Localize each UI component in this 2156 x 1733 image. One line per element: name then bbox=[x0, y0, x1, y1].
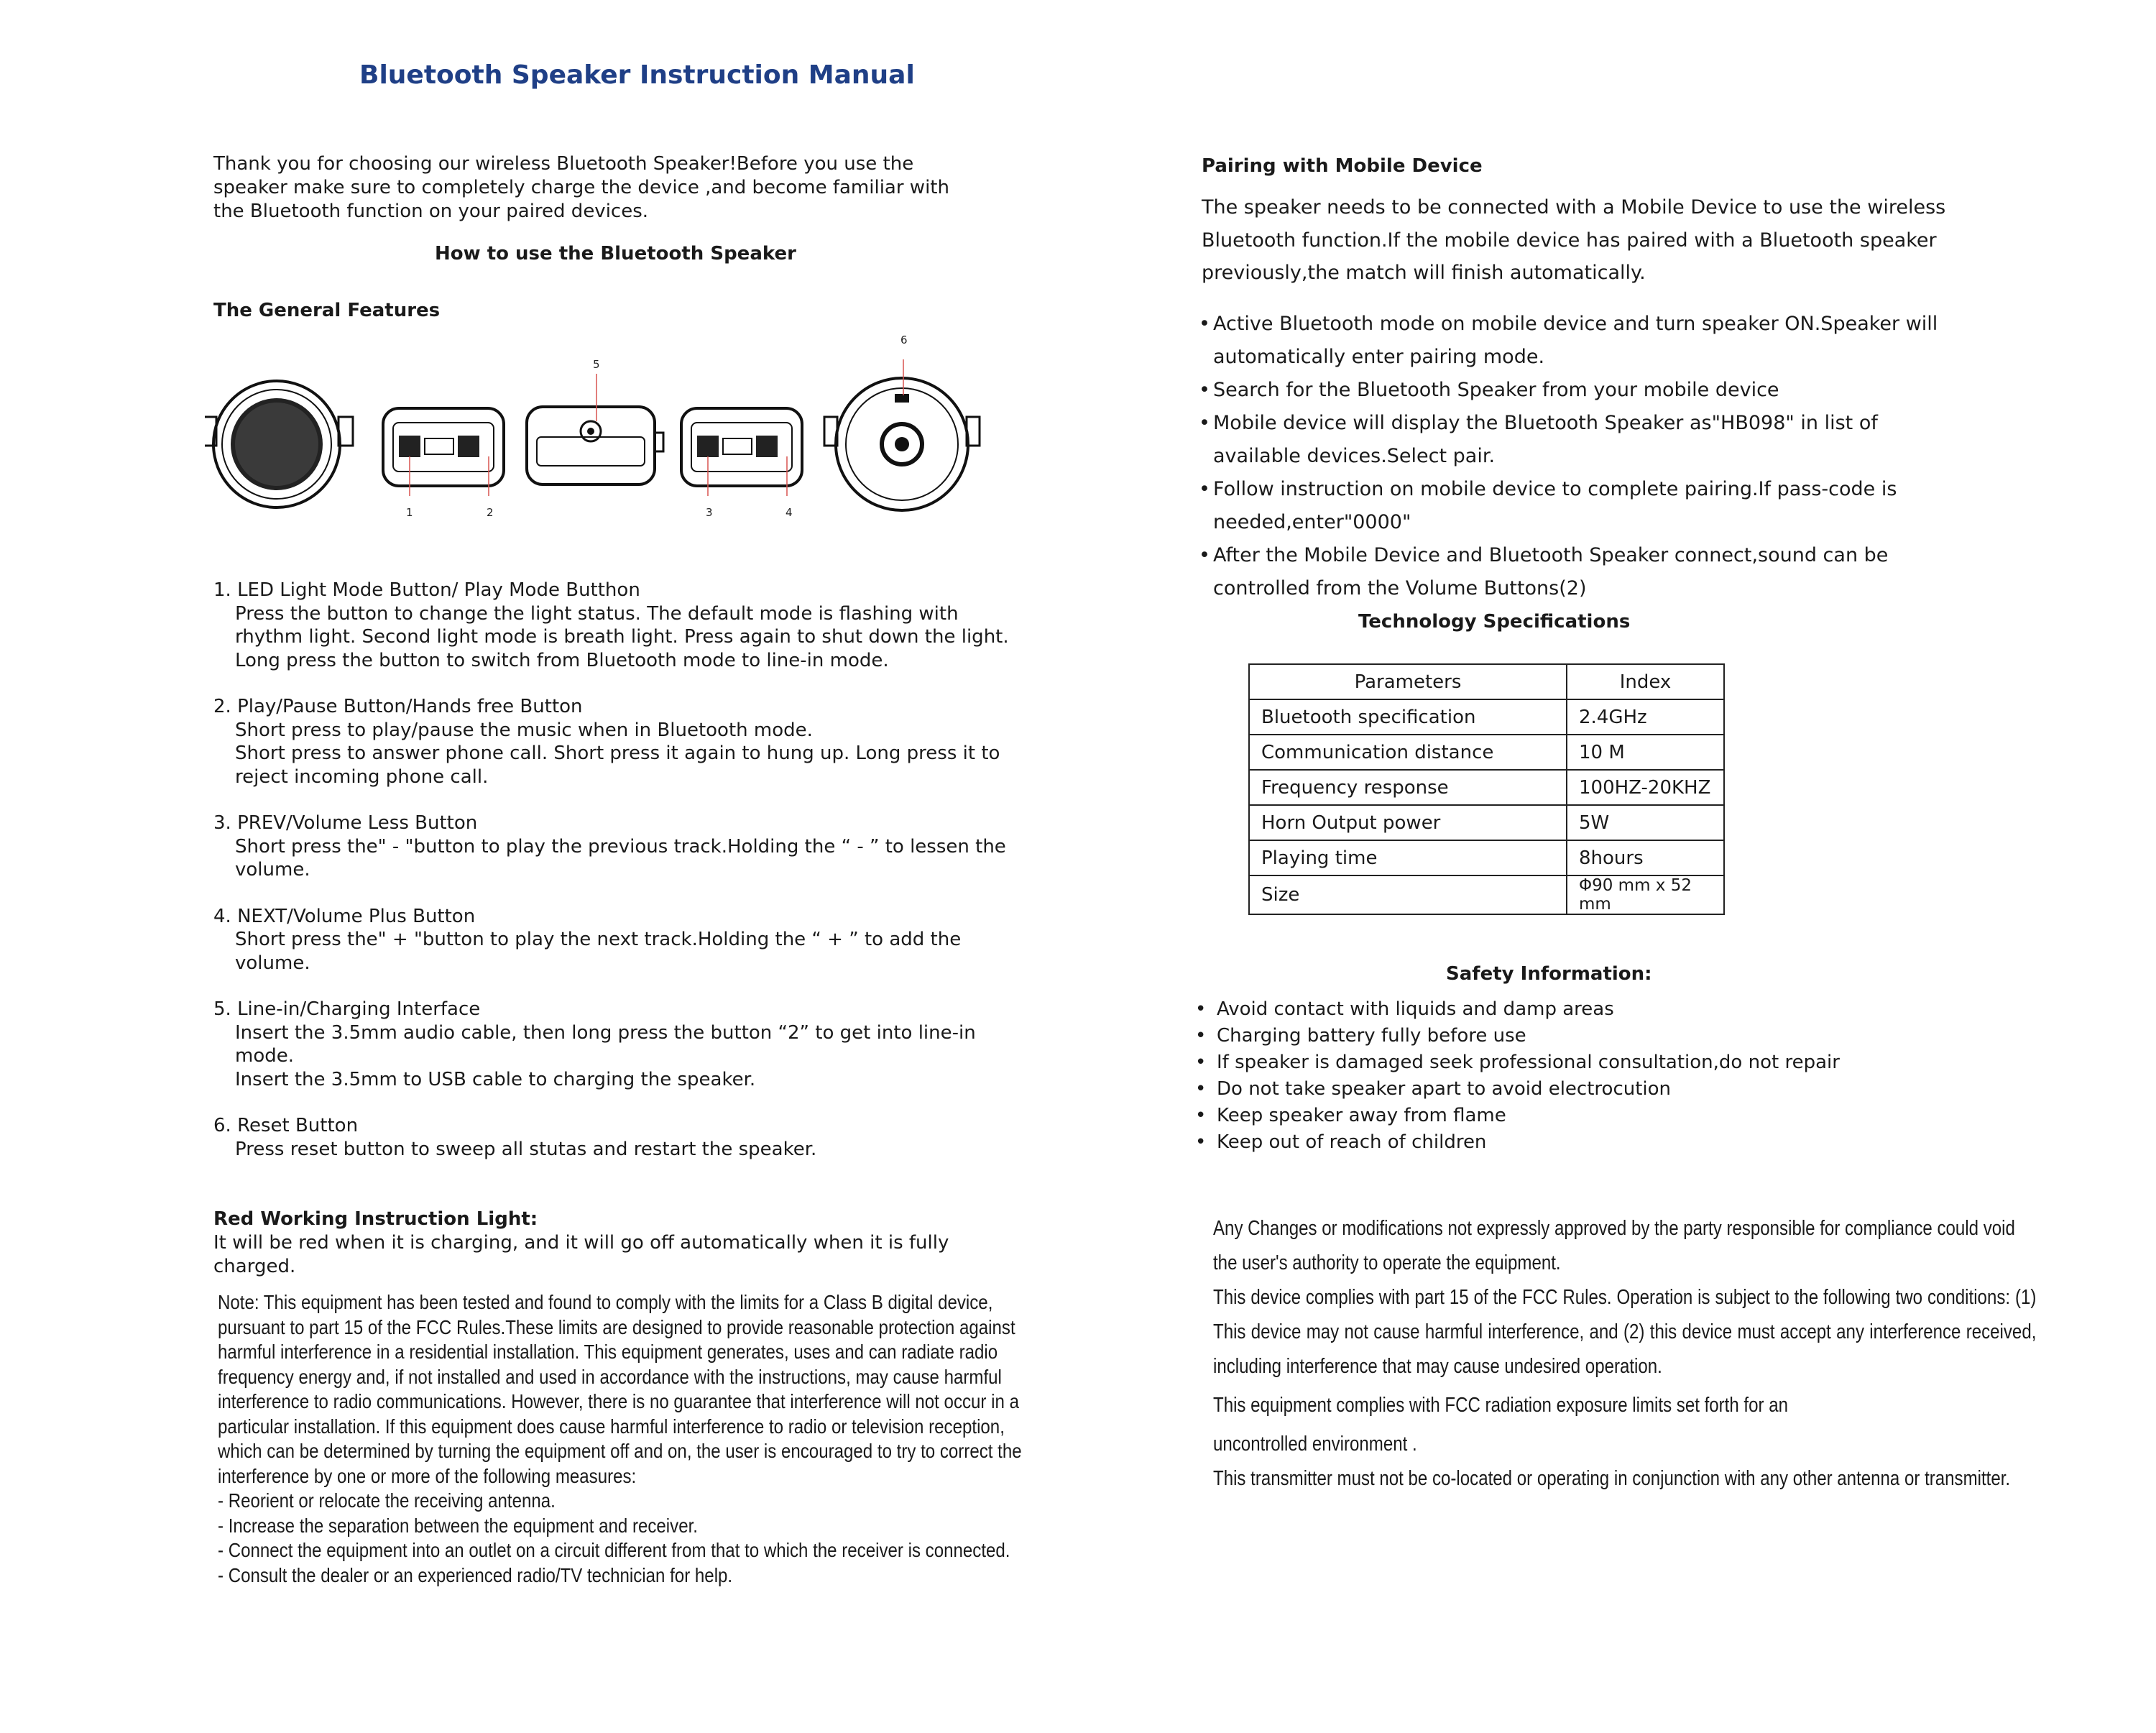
pairing-text: The speaker needs to be connected with a Mobile Device to use the wireless Bluetooth function.If the mobile device has paired with a Bluetooth speaker previously,the match will finish automatically. bbox=[1202, 196, 1946, 284]
how-to-heading: How to use the Bluetooth Speaker bbox=[435, 243, 796, 265]
feature-item bbox=[213, 812, 1011, 882]
pairing-step: • Follow instruction on mobile device to complete pairing.If pass-code is needed,enter"0000" bbox=[1199, 473, 1953, 539]
spec-param: Horn Output power bbox=[1249, 805, 1567, 840]
safety-item: • Keep out of reach of children bbox=[1195, 1129, 1986, 1156]
spec-row bbox=[1249, 699, 1724, 735]
general-features-heading: The General Features bbox=[213, 300, 441, 321]
document-title: Bluetooth Speaker Instruction Manual bbox=[359, 60, 915, 90]
pairing-step: • After the Mobile Device and Bluetooth Speaker connect,sound can be controlled from the Volume Buttons(2) bbox=[1199, 539, 1953, 605]
spec-value: 100HZ-20KHZ bbox=[1567, 770, 1724, 805]
fcc-statement: This device complies with part 15 of the FCC Rules. Operation is subject to the following two conditions: (1) This device may not cause harmful interference, and (2) this device must accept any interference received, including interference that may cause undesired operation. bbox=[1213, 1286, 2037, 1378]
spec-row bbox=[1249, 735, 1724, 770]
note-measure: - Increase the separation between the equipment and receiver. bbox=[218, 1514, 698, 1537]
note-measure: - Consult the dealer or an experienced radio/TV technician for help. bbox=[218, 1563, 733, 1586]
spec-table bbox=[1248, 663, 1725, 915]
note-paragraph: Note: This equipment has been tested and found to comply with the limits for a Class B digital device, pursuant to part 15 of the FCC Rules.These limits are designed to provide reasonable protection against harmful interference in a residential installation. This equipment generates, uses and can radiate radio frequency energy and, if not installed and used in accordance with the instructions, may cause harmful interference to radio communications. However, there is no guarantee that interference will not occur in a particular installation. If this equipment does cause harmful interference to radio or television reception, which can be determined by turning the equipment off and on, the user is encouraged to try to correct the interference by one or more of the following measures: bbox=[218, 1291, 1022, 1487]
intro-paragraph: Thank you for choosing our wireless Bluetooth Speaker!Before you use the speaker make sure to completely charge the device ,and become familiar with the Bluetooth function on your paired devices. bbox=[213, 153, 949, 222]
feature-item bbox=[213, 579, 1011, 672]
spec-row bbox=[1249, 875, 1724, 914]
fcc-note bbox=[218, 1290, 1052, 1588]
feature-title: 5. Line-in/Charging Interface bbox=[213, 998, 481, 1020]
safety-heading: Safety Information: bbox=[1446, 963, 1652, 985]
spec-param: Bluetooth specification bbox=[1249, 699, 1567, 735]
pairing-steps bbox=[1199, 308, 1953, 605]
figure-label-2: 2 bbox=[487, 506, 494, 519]
safety-item: • Do not take speaker apart to avoid electrocution bbox=[1195, 1076, 1986, 1103]
note-measure: - Connect the equipment into an outlet on a circuit different from that to which the receiver is connected. bbox=[218, 1539, 1010, 1561]
feature-line: Insert the 3.5mm to USB cable to charging the speaker. bbox=[235, 1068, 756, 1090]
spec-param: Frequency response bbox=[1249, 770, 1567, 805]
feature-title: 4. NEXT/Volume Plus Button bbox=[213, 905, 476, 927]
feature-line: Short press to answer phone call. Short press it again to hung up. Long press it to reject incoming phone call. bbox=[235, 743, 1000, 788]
figure-label-6: 6 bbox=[900, 334, 908, 346]
feature-line: Press reset button to sweep all stutas and restart the speaker. bbox=[235, 1138, 817, 1160]
fcc-statements bbox=[1213, 1211, 2036, 1496]
safety-item: • Charging battery fully before use bbox=[1195, 1023, 1986, 1049]
fcc-statement: uncontrolled environment . bbox=[1213, 1433, 1417, 1456]
spec-row bbox=[1249, 840, 1724, 875]
feature-line: Short press the" + "button to play the next track.Holding the “ + ” to add the volume. bbox=[235, 929, 962, 974]
feature-item bbox=[213, 1114, 1011, 1161]
spec-value: 8hours bbox=[1567, 840, 1724, 875]
speaker-front-view bbox=[205, 381, 353, 507]
speaker-diagram bbox=[205, 331, 1010, 528]
spec-value: 10 M bbox=[1567, 735, 1724, 770]
feature-line: Press the button to change the light status. The default mode is flashing with rhythm light. Second light mode is breath light. Press again to shut down the light. bbox=[235, 602, 1009, 648]
spec-heading: Technology Specifications bbox=[1358, 611, 1631, 633]
spec-value: 5W bbox=[1567, 805, 1724, 840]
speaker-side-view-3 bbox=[681, 408, 802, 486]
pairing-step: • Search for the Bluetooth Speaker from your mobile device bbox=[1199, 374, 1953, 407]
red-light-heading: Red Working Instruction Light: bbox=[213, 1208, 538, 1230]
speaker-side-view-2 bbox=[527, 407, 663, 484]
features-list bbox=[213, 579, 1011, 1184]
safety-item: • Keep speaker away from flame bbox=[1195, 1103, 1986, 1129]
speaker-back-view bbox=[824, 378, 980, 510]
safety-list bbox=[1195, 996, 1986, 1156]
spec-header-cell: Index bbox=[1567, 664, 1724, 699]
feature-item bbox=[213, 905, 1011, 975]
spec-row bbox=[1249, 805, 1724, 840]
speaker-side-view-1 bbox=[383, 408, 504, 486]
spec-header-cell: Parameters bbox=[1249, 664, 1567, 699]
note-measure: - Reorient or relocate the receiving antenna. bbox=[218, 1489, 556, 1512]
fcc-statement: Any Changes or modifications not expressly approved by the party responsible for compliance could void the user's authority to operate the equipment. bbox=[1213, 1217, 2015, 1274]
spec-table-header bbox=[1249, 664, 1724, 699]
spec-value: Φ90 mm x 52 mm bbox=[1567, 875, 1724, 914]
pairing-heading: Pairing with Mobile Device bbox=[1202, 155, 1483, 177]
fcc-statement: This transmitter must not be co-located or operating in conjunction with any other antenna or transmitter. bbox=[1213, 1467, 2011, 1490]
spec-row bbox=[1249, 770, 1724, 805]
feature-item bbox=[213, 695, 1011, 789]
pairing-step: • Active Bluetooth mode on mobile device and turn speaker ON.Speaker will automatically enter pairing mode. bbox=[1199, 308, 1953, 374]
fcc-statement: This equipment complies with FCC radiation exposure limits set forth for an bbox=[1213, 1394, 1788, 1417]
safety-item: • If speaker is damaged seek professional consultation,do not repair bbox=[1195, 1049, 1986, 1076]
feature-title: 6. Reset Button bbox=[213, 1115, 359, 1136]
figure-label-1: 1 bbox=[406, 506, 413, 519]
feature-line: Short press to play/pause the music when in Bluetooth mode. bbox=[235, 719, 813, 741]
safety-item: • Avoid contact with liquids and damp areas bbox=[1195, 996, 1986, 1023]
feature-title: 1. LED Light Mode Button/ Play Mode Butthon bbox=[213, 579, 640, 601]
figure-label-3: 3 bbox=[706, 506, 713, 519]
feature-line: Short press the" - "button to play the previous track.Holding the “ - ” to lessen the volume. bbox=[235, 835, 1006, 881]
spec-value: 2.4GHz bbox=[1567, 699, 1724, 735]
figure-label-5: 5 bbox=[593, 358, 600, 371]
feature-line: Insert the 3.5mm audio cable, then long press the button “2” to get into line-in mode. bbox=[235, 1021, 976, 1067]
spec-param: Communication distance bbox=[1249, 735, 1567, 770]
feature-title: 3. PREV/Volume Less Button bbox=[213, 812, 478, 834]
pairing-step: • Mobile device will display the Bluetooth Speaker as"HB098" in list of available devices.Select pair. bbox=[1199, 407, 1953, 473]
feature-line: Long press the button to switch from Bluetooth mode to line-in mode. bbox=[235, 649, 889, 671]
red-light-section bbox=[213, 1208, 1011, 1279]
feature-item bbox=[213, 998, 1011, 1091]
spec-param: Size bbox=[1249, 875, 1567, 914]
figure-label-4: 4 bbox=[786, 506, 793, 519]
spec-param: Playing time bbox=[1249, 840, 1567, 875]
feature-title: 2. Play/Pause Button/Hands free Button bbox=[213, 696, 583, 717]
red-light-text: It will be red when it is charging, and it will go off automatically when it is fully charged. bbox=[213, 1232, 949, 1277]
